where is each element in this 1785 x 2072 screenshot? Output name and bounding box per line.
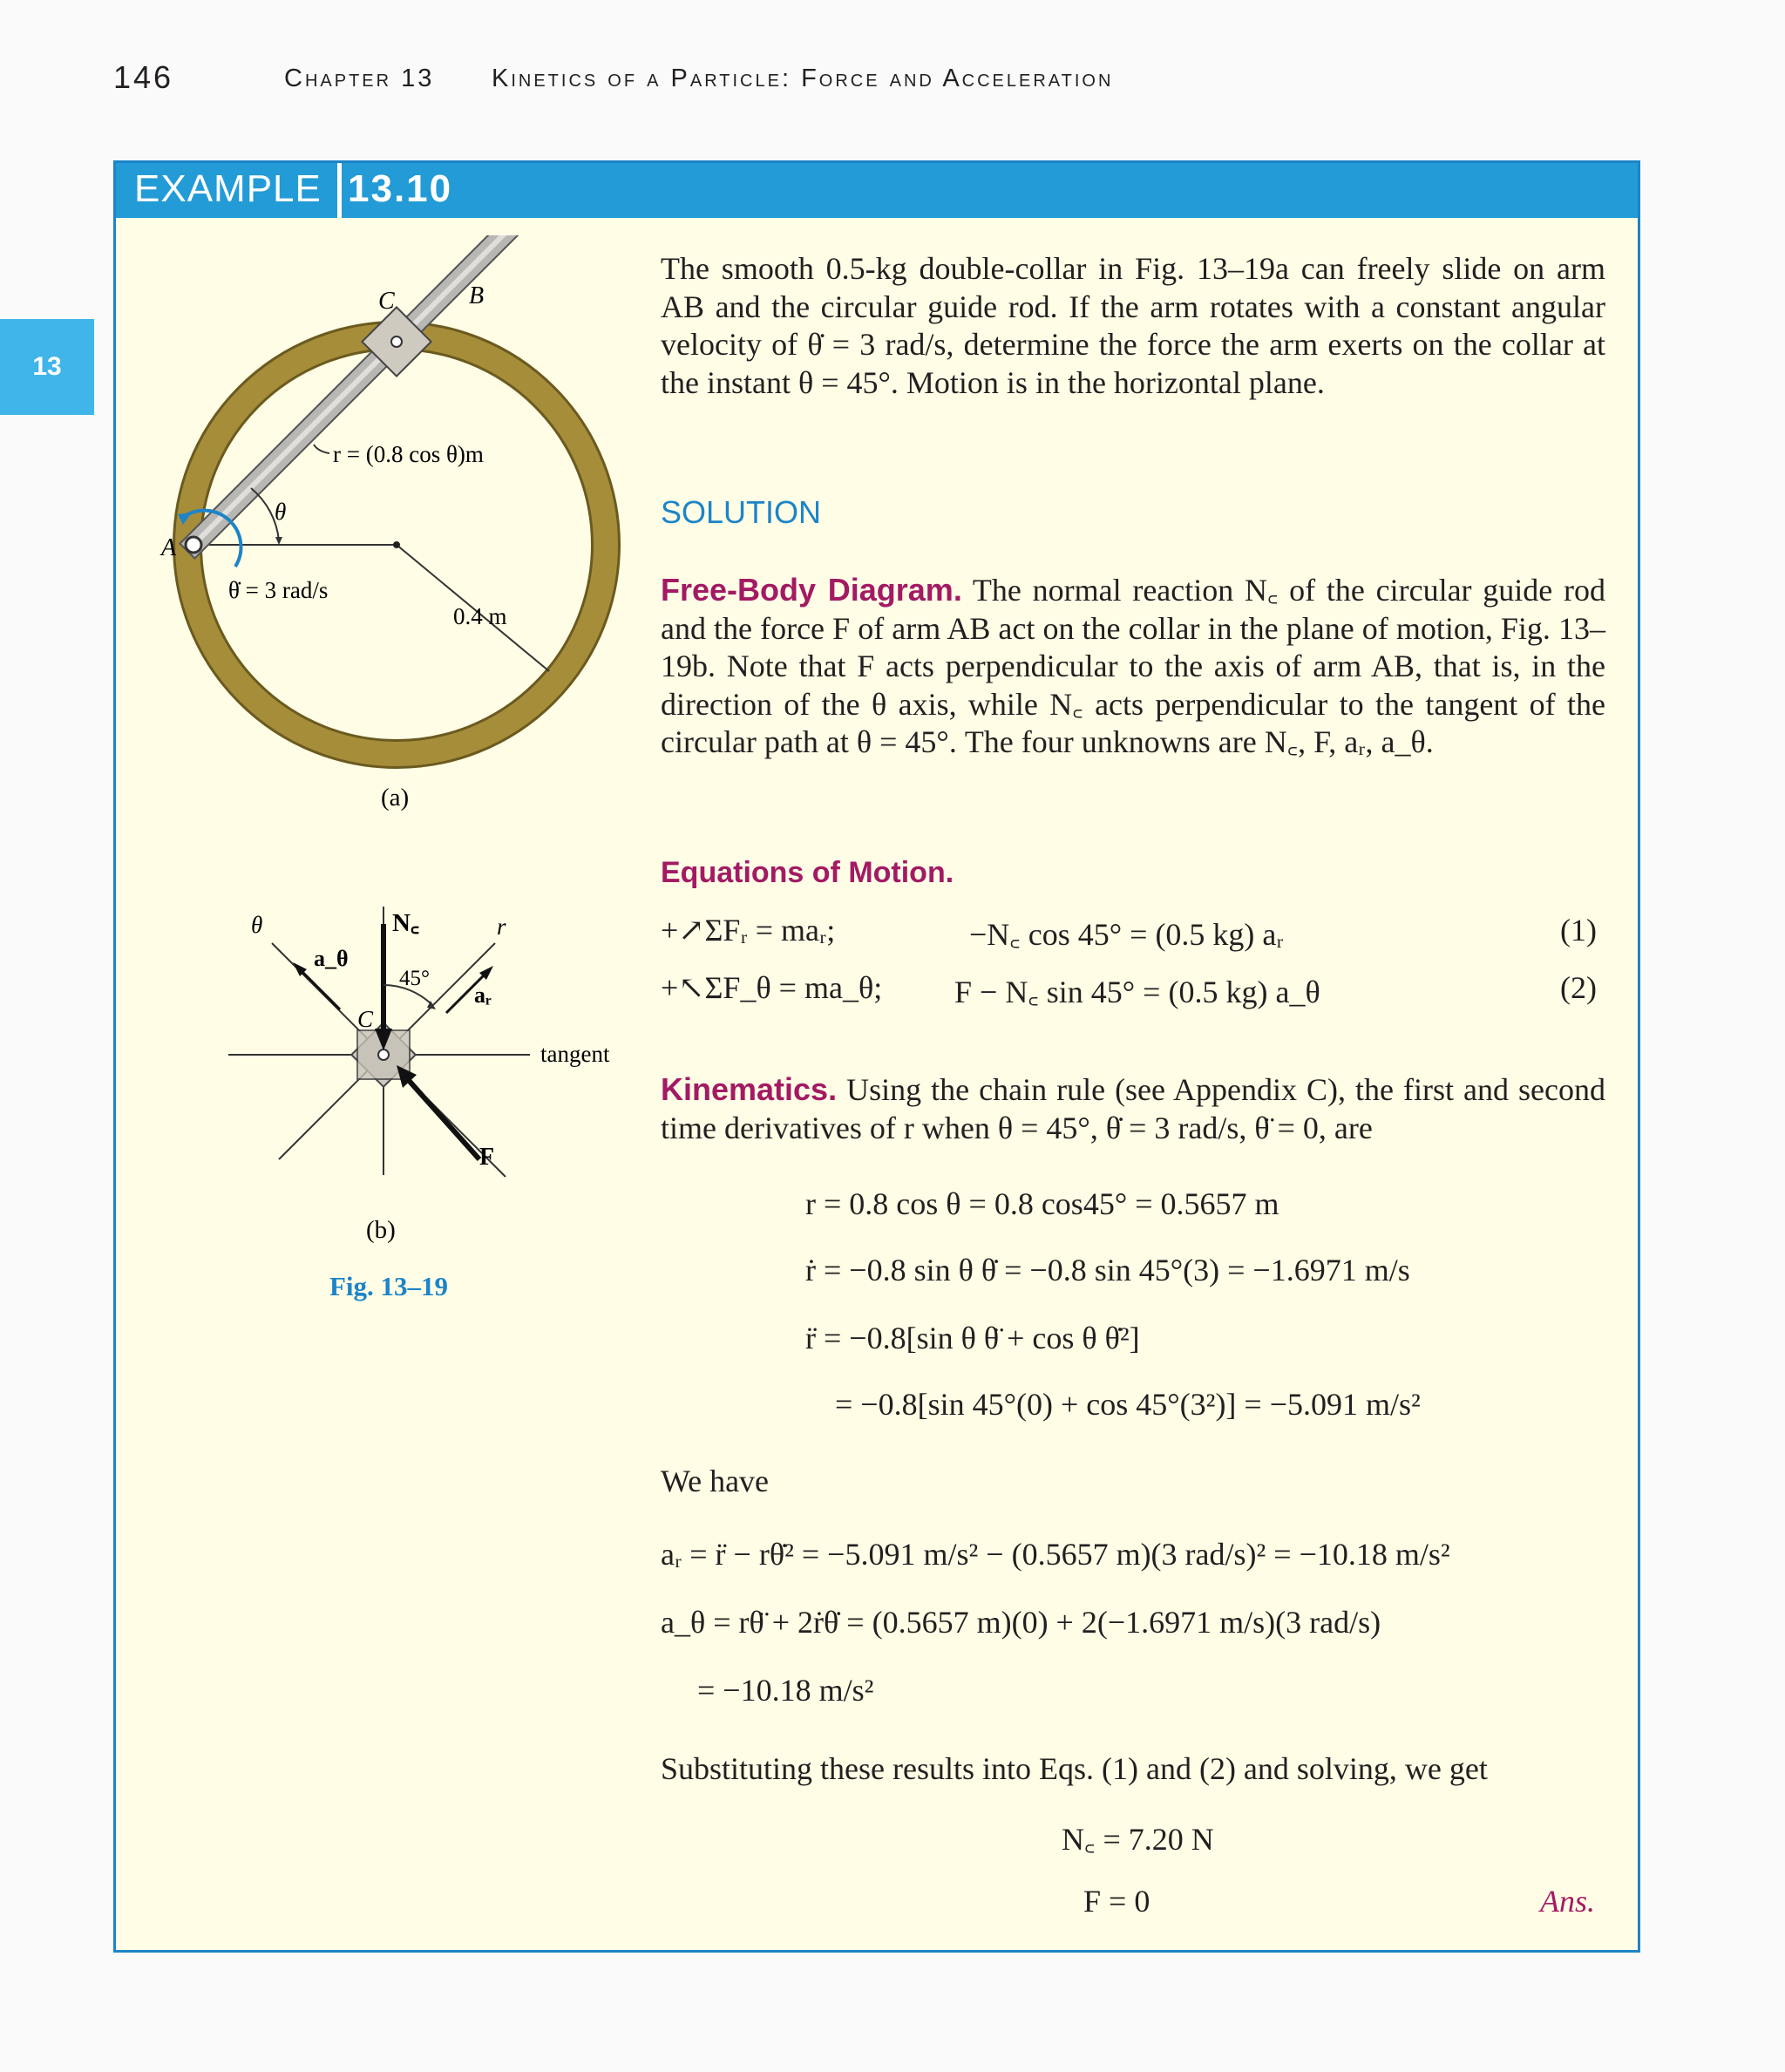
figure-caption: Fig. 13–19 bbox=[329, 1271, 449, 1301]
fbd-label-a-theta: a_θ bbox=[314, 946, 349, 971]
fbd-paragraph bbox=[661, 571, 1605, 762]
example-divider bbox=[337, 163, 342, 218]
page-number: 146 bbox=[113, 59, 174, 95]
kinematics-eq-rddot: r̈ = −0.8[sin θ θ̈ + cos θ θ̇²] bbox=[805, 1321, 1140, 1355]
fbd-label-angle: 45° bbox=[399, 967, 430, 990]
label-omega: θ̇ = 3 rad/s bbox=[228, 577, 329, 603]
eq2-right: F − N꜀ sin 45° = (0.5 kg) a_θ bbox=[954, 975, 1320, 1009]
fbd-label-theta: θ bbox=[251, 912, 263, 938]
kinematics-eq-rdot: ṙ = −0.8 sin θ θ̇ = −0.8 sin 45°(3) = −1.6971 m/s bbox=[805, 1253, 1410, 1287]
accel-ar: aᵣ = r̈ − rθ̇² = −5.091 m/s² − (0.5657 m)(3 rad/s)² = −10.18 m/s² bbox=[661, 1537, 1450, 1572]
chapter-tab: 13 bbox=[0, 319, 94, 415]
example-label: EXAMPLE bbox=[134, 167, 322, 210]
example-title-bar bbox=[116, 163, 1638, 218]
figure-a bbox=[139, 235, 645, 828]
solution-heading: SOLUTION bbox=[661, 494, 822, 530]
pivot-a bbox=[186, 537, 201, 553]
fbd-label-f: F bbox=[479, 1144, 495, 1171]
label-b: B bbox=[469, 282, 485, 309]
answer-label: Ans. bbox=[1540, 1884, 1595, 1919]
figure-b-fbd bbox=[218, 898, 636, 1264]
fbd-label-ar: aᵣ bbox=[474, 982, 492, 1008]
label-radius: 0.4 m bbox=[453, 603, 507, 629]
figure-a-label: (a) bbox=[381, 784, 410, 812]
accel-atheta-value: = −10.18 m/s² bbox=[697, 1673, 874, 1708]
chapter-label: Chapter 13 bbox=[284, 65, 435, 92]
eom-heading: Equations of Motion. bbox=[661, 856, 954, 889]
fbd-heading: Free-Body Diagram. bbox=[661, 572, 962, 608]
eq1-right: −N꜀ cos 45° = (0.5 kg) aᵣ bbox=[969, 917, 1284, 952]
accel-atheta: a_θ = rθ̈ + 2ṙθ̇ = (0.5657 m)(0) + 2(−1.6971 m/s)(3 rad/s) bbox=[661, 1605, 1381, 1640]
fbd-text: The normal reaction N꜀ of the circular guide rod and the force F of arm AB act on the collar in the plane of motion, Fig. 13–19b. Note that F acts perpendicular to the axis of arm AB, that is, in the direction of the θ axis, while N꜀ acts perpendicular to the tangent of the circular path at θ = 45°. The four unknowns are N꜀, F, aᵣ, a_θ. bbox=[661, 573, 1605, 759]
label-r: r = (0.8 cos θ)m bbox=[333, 441, 484, 467]
eq2-number: (2) bbox=[1560, 970, 1597, 1005]
label-theta: θ bbox=[275, 499, 287, 525]
a-theta-arrow bbox=[298, 968, 340, 1009]
figure-b-label: (b) bbox=[366, 1216, 396, 1244]
substituting-text: Substituting these results into Eqs. (1) and (2) and solving, we get bbox=[661, 1751, 1488, 1786]
label-c: C bbox=[378, 288, 395, 315]
problem-statement: The smooth 0.5-kg double-collar in Fig. 13–19a can freely slide on arm AB and the circular guide rod. If the arm rotates with a constant angular velocity of θ̇ = 3 rad/s, determine the force the arm exerts on the collar at the instant θ = 45°. Motion is in the horizontal plane. bbox=[661, 251, 1605, 400]
f-force-arrow bbox=[405, 1077, 479, 1159]
fbd-label-tangent: tangent bbox=[540, 1041, 610, 1067]
kinematics-text: Using the chain rule (see Appendix C), the first and second time derivatives of r when θ = 45°, θ̇ = 3 rad/s, θ̈ = 0, are bbox=[661, 1072, 1606, 1145]
kinematics-heading: Kinematics. bbox=[661, 1071, 838, 1107]
fbd-label-nc: N꜀ bbox=[392, 909, 419, 937]
fbd-label-c: C bbox=[357, 1006, 374, 1032]
example-number: 13.10 bbox=[348, 167, 453, 210]
label-a: A bbox=[161, 534, 177, 561]
eq1-number: (1) bbox=[1560, 913, 1597, 948]
fbd-label-r: r bbox=[497, 914, 506, 940]
result-f: F = 0 bbox=[1083, 1884, 1150, 1919]
kinematics-eq-r: r = 0.8 cos θ = 0.8 cos45° = 0.5657 m bbox=[805, 1186, 1279, 1221]
result-nc: N꜀ = 7.20 N bbox=[1062, 1822, 1214, 1857]
kinematics-paragraph bbox=[661, 1070, 1605, 1147]
kinematics-eq-rddot-value: = −0.8[sin 45°(0) + cos 45°(3²)] = −5.091 m/s² bbox=[835, 1387, 1421, 1422]
we-have-text: We have bbox=[661, 1464, 770, 1498]
eq2-left: +↖ΣF_θ = ma_θ; bbox=[661, 970, 883, 1005]
eq1-left: +↗ΣFᵣ = maᵣ; bbox=[661, 913, 836, 948]
chapter-title: Kinetics of a Particle: Force and Acceleration bbox=[492, 65, 1114, 92]
